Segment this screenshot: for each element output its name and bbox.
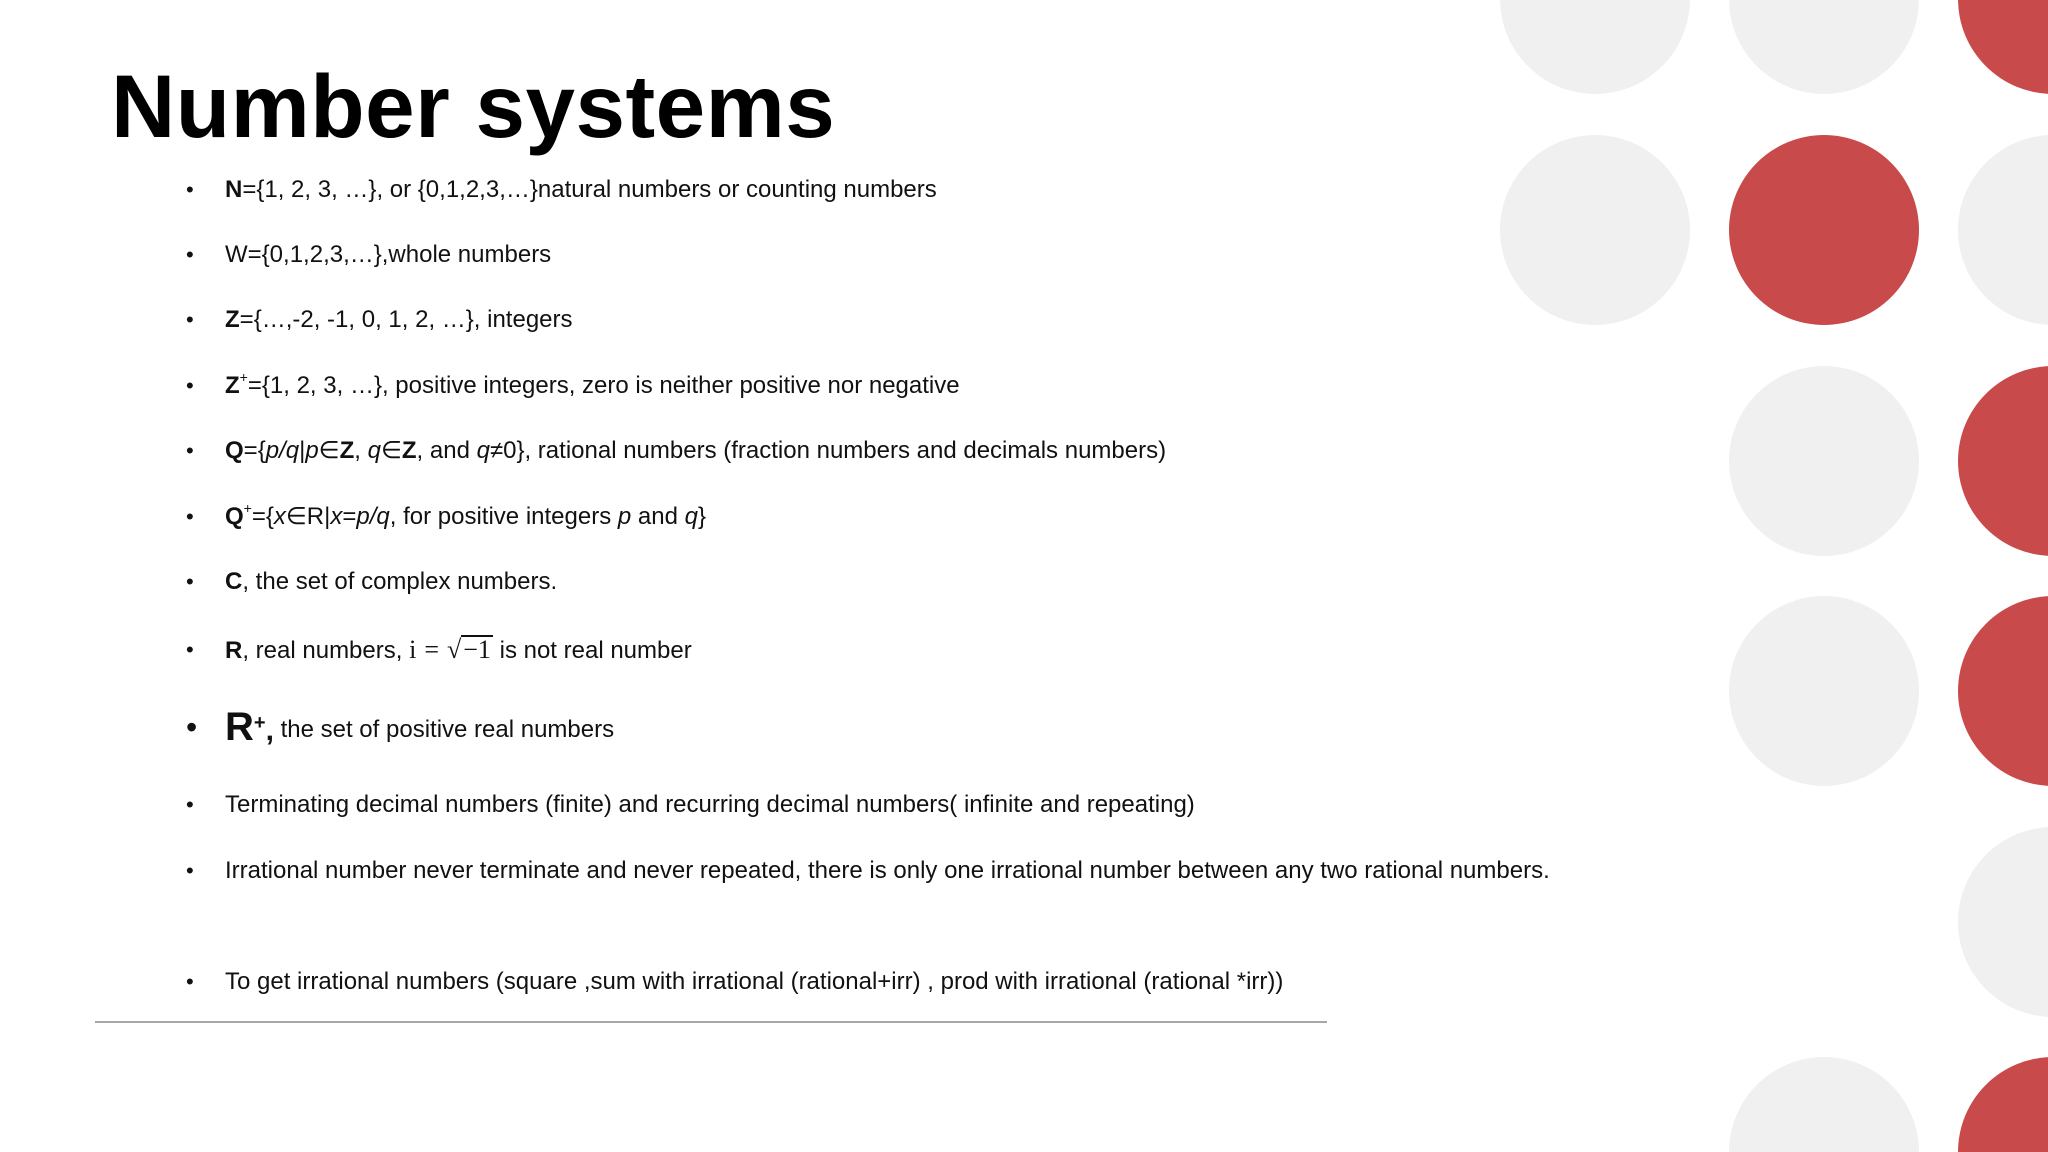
bullet-marker: • [186, 569, 194, 594]
decor-circle-gray [1729, 366, 1919, 556]
bullet-marker: • [186, 637, 194, 662]
bullet-marker: • [186, 504, 194, 529]
decor-circle-gray [1729, 1057, 1919, 1152]
decor-circle-red [1958, 596, 2048, 786]
bullet-marker: • [186, 307, 194, 332]
bullet-text: C, the set of complex numbers. [225, 568, 558, 595]
bullet-marker: • [186, 373, 194, 398]
decor-circle-red [1958, 366, 2048, 556]
decor-circle-gray [1958, 827, 2048, 1017]
bullet-text: N={1, 2, 3, …}, or {0,1,2,3,…}natural numbers or counting numbers [225, 176, 937, 203]
bullet-text: Terminating decimal numbers (finite) and recurring decimal numbers( infinite and repeating) [225, 791, 1195, 818]
decor-circle-gray [1500, 0, 1690, 94]
bullet-text: R+, the set of positive real numbers [225, 705, 615, 749]
square-root: √−1 [446, 635, 491, 664]
math-i: i [409, 635, 417, 664]
bullet-text: Irrational number never terminate and never repeated, there is only one irrational number between any two rational numbers. [225, 857, 1550, 884]
bullet-marker: • [186, 177, 194, 202]
bullet-text: W={0,1,2,3,…},whole numbers [225, 241, 552, 268]
bullet-text: Q={p/q|p∈Z, q∈Z, and q≠0}, rational numbers (fraction numbers and decimals numbers) [225, 437, 1167, 464]
decor-circle-red [1958, 1057, 2048, 1152]
decor-circle-gray [1958, 135, 2048, 325]
bullet-text: R, real numbers, i = √−1 is not real number [225, 627, 692, 674]
bullet-marker: • [186, 792, 194, 817]
decor-circle-red [1729, 135, 1919, 325]
decor-circle-red [1958, 0, 2048, 94]
bullet-marker: • [186, 438, 194, 463]
bullet-marker: • [186, 242, 194, 267]
bullet-text: Q+={x∈R|x=p/q, for positive integers p and q} [225, 500, 706, 530]
bullet-marker: • [186, 858, 194, 883]
bullet-marker: • [186, 969, 194, 994]
bullet-text: Z+={1, 2, 3, …}, positive integers, zero is neither positive nor negative [225, 369, 960, 399]
bullet-text: Z={…,-2, -1, 0, 1, 2, …}, integers [225, 306, 573, 333]
decor-circle-gray [1500, 135, 1690, 325]
bullet-text: To get irrational numbers (square ,sum with irrational (rational+irr) , prod with irrational (rational *irr)) [225, 968, 1284, 995]
divider-line [95, 1021, 1327, 1023]
slide-title: Number systems [111, 56, 836, 156]
decor-circle-gray [1729, 596, 1919, 786]
decor-circle-gray [1729, 0, 1919, 94]
bullet-marker: • [186, 709, 198, 745]
